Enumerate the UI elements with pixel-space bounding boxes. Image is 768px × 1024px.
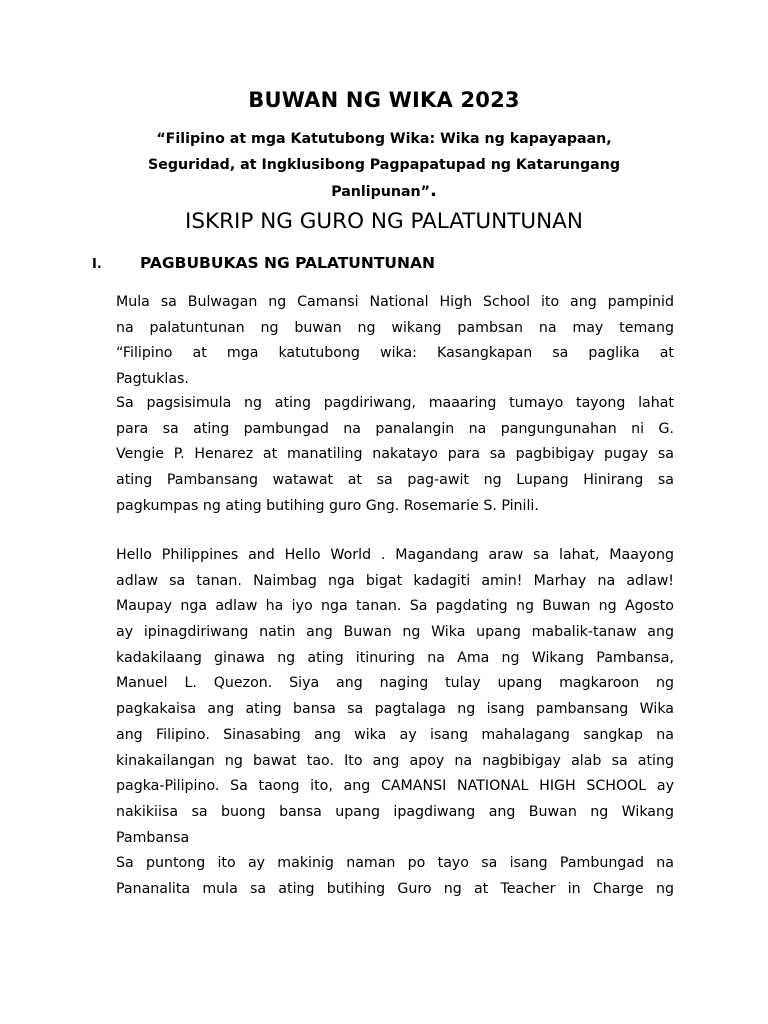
paragraph-prayer xyxy=(116,391,674,519)
paragraph-line: Pagtuklas. xyxy=(116,371,189,388)
section-number: I. xyxy=(92,257,102,272)
theme-period: . xyxy=(429,180,437,201)
paragraph-greeting xyxy=(116,543,674,851)
paragraph-line: Sa pagsisimula ng ating pagdiriwang, maaaring tumayo tayong lahat xyxy=(116,395,674,411)
section-title: PAGBUBUKAS NG PALATUNTUNAN xyxy=(140,254,435,272)
paragraph-line: Manuel L. Quezon. Siya ang naging tulay upang magkaroon ng xyxy=(116,675,674,692)
document-title: BUWAN NG WIKA 2023 xyxy=(248,88,520,112)
paragraph-line: Mula sa Bulwagan ng Camansi National High School ito ang pampinid xyxy=(116,294,674,310)
paragraph-line: pagkumpas ng ating butihing guro Gng. Rosemarie S. Pinili. xyxy=(116,497,539,514)
paragraph-opening xyxy=(116,290,674,393)
document-subtitle: ISKRIP NG GURO NG PALATUNTUNAN xyxy=(185,209,583,234)
paragraph-line: ating Pambansang watawat at sa pag-awit ng Lupang Hinirang sa xyxy=(116,472,674,489)
paragraph-line: nakikiisa sa buong bansa upang ipagdiwang ang Buwan ng Wikang xyxy=(116,803,674,820)
paragraph-line: ang Filipino. Sinasabing ang wika ay isang mahalagang sangkap na xyxy=(116,726,674,743)
section-heading xyxy=(92,252,435,276)
paragraph-line: Hello Philippines and Hello World . Magandang araw sa lahat, Maayong xyxy=(116,547,674,563)
paragraph-line: “Filipino at mga katutubong wika: Kasangkapan sa paglika at xyxy=(116,345,674,362)
paragraph-line: kinakailangan ng bawat tao. Ito ang apoy na nagbibigay alab sa ating xyxy=(116,752,674,769)
theme-statement xyxy=(110,126,658,205)
theme-line xyxy=(110,178,658,205)
paragraph-line: Maupay nga adlaw ha iyo nga tanan. Sa pagdating ng Buwan ng Agosto xyxy=(116,598,674,615)
paragraph-line: na palatuntunan ng buwan ng wikang pambsan na may temang xyxy=(116,319,674,336)
paragraph-line: Pananalita mula sa ating butihing Guro ng at Teacher in Charge ng xyxy=(116,880,674,897)
paragraph-line: pagka-Pilipino. Sa taong ito, ang CAMANSI NATIONAL HIGH SCHOOL ay xyxy=(116,778,674,795)
theme-line: “Filipino at mga Katutubong Wika: Wika ng kapayapaan, xyxy=(156,131,612,147)
paragraph-line: adlaw sa tanan. Naimbag nga bigat kadagiti amin! Marhay na adlaw! xyxy=(116,572,674,589)
theme-line: Seguridad, at Ingklusibong Pagpapatupad ng Katarungang xyxy=(147,157,621,173)
theme-line-text: Panlipunan” xyxy=(331,184,430,200)
paragraph-speech-intro xyxy=(116,851,674,902)
paragraph-line: kadakilaang ginawa ng ating itinuring na Ama ng Wikang Pambansa, xyxy=(116,649,674,666)
paragraph-line: pagkakaisa ang ating bansa sa pagtalaga ng isang pambansang Wika xyxy=(116,701,674,718)
paragraph-line: Pambansa xyxy=(116,829,190,846)
paragraph-line: Sa puntong ito ay makinig naman po tayo sa isang Pambungad na xyxy=(116,855,674,871)
paragraph-line: para sa ating pambungad na panalangin na pangungunahan ni G. xyxy=(116,420,674,437)
paragraph-line: Vengie P. Henarez at manatiling nakatayo para sa pagbibigay pugay sa xyxy=(116,446,674,463)
paragraph-line: ay ipinagdiriwang natin ang Buwan ng Wika upang mabalik-tanaw ang xyxy=(116,624,674,641)
